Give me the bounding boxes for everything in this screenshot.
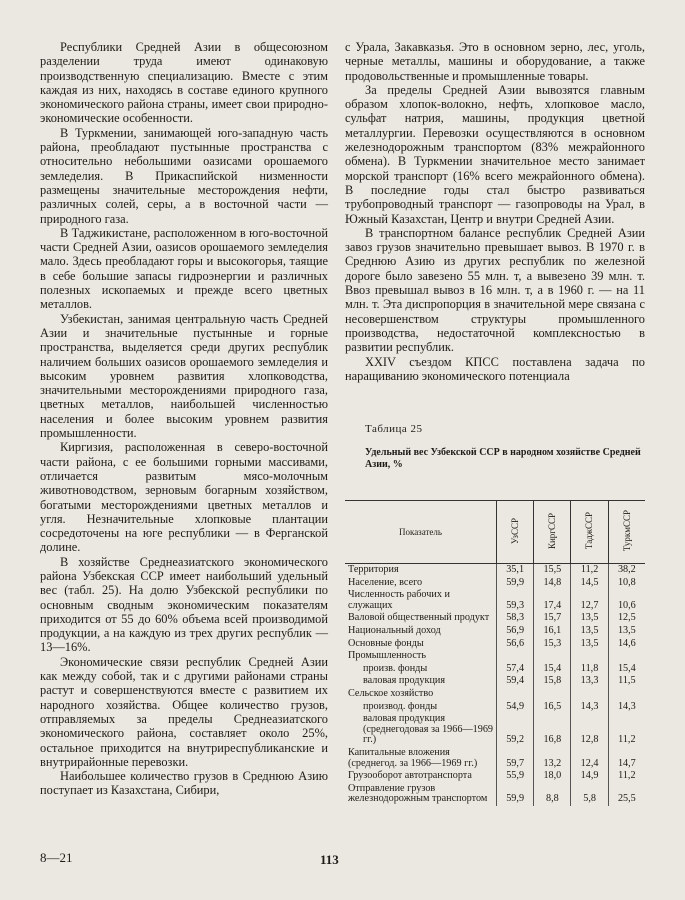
column-header [497, 501, 534, 564]
table-header-row [345, 501, 645, 564]
paragraph: Наибольшее количество грузов в Среднюю Азию поступает из Казахстана, Сибири, [40, 769, 328, 798]
table-cell: 13,5 [571, 612, 608, 625]
table-cell: 16,1 [534, 625, 571, 638]
table-cell [534, 688, 571, 701]
table-cell: 10,6 [617, 599, 636, 611]
table-cell: 15,5 [534, 564, 571, 577]
table-cell: 14,6 [617, 637, 636, 649]
column-header-label: УзССР [509, 517, 520, 544]
row-label: Население, всего [345, 577, 497, 590]
paragraph: Экономические связи республик Средней Азии как между собой, так и с другими районами страны растут и совершенствуются вместе с развитием их народного хозяйства. Общее количество грузов, отправляемых за пределы Среднеазиатского экономического района, составляет около 25%, остальное приходится на внутриреспубликанские и внутрирайонные перевозки. [40, 654, 328, 769]
row-label: Отправление грузов железнодорожным транспортом [345, 783, 497, 806]
paragraph: Узбекистан, занимая центральную часть Средней Азии и значительные пустынные и горные пространства, выделяется среди других республик наличием больших оазисов орошаемого земледелия и высоким уровнем развития хлопководства, значительными месторождениями природного газа, цветных металлов, наибольшей численностью населения и более высоким уровнем развития промышленности. [40, 311, 328, 441]
table-cell: 13,2 [534, 747, 571, 770]
column-header-label: ТуркмССР [621, 510, 632, 552]
printer-signature: 8—21 [40, 850, 73, 865]
table-cell: 17,4 [534, 589, 571, 612]
table-row [345, 663, 645, 676]
table-row [345, 577, 645, 590]
table-cell: 25,5 [617, 793, 636, 805]
table-cell: 58,3 [497, 612, 534, 625]
paragraph: Республики Средней Азии в общесоюзном разделении труда имеют одинаковую производственную специализацию. Вместе с этим каждая из них, находясь в составе единого крупного экономического района страны, имеет свои природно-экономические особенности. [40, 40, 328, 126]
table-cell: 14,5 [571, 577, 608, 590]
table-cell [497, 688, 534, 701]
table-cell: 59,2 [497, 713, 534, 747]
table-cell: 12,4 [571, 747, 608, 770]
paragraph: В хозяйстве Среднеазиатского экономического района Узбекская ССР имеет наибольший удельный вес (табл. 25). На долю Узбекской республики по основным сводным экономическим показателям приходится от 55 до 60% объема всей производимой продукции, а на каждую из трех других республик — 13—16%. [40, 554, 328, 655]
table-row [345, 701, 645, 714]
left-column [40, 40, 328, 798]
table-cell: 14,7 [617, 757, 636, 769]
table-cell: 10,8 [617, 576, 636, 588]
column-header [608, 501, 645, 564]
table-cell: 55,9 [497, 770, 534, 783]
row-label: производ. фонды [345, 701, 497, 714]
table-row [345, 783, 645, 806]
data-table [345, 500, 645, 806]
table-cell: 15,4 [534, 663, 571, 676]
table-cell: 18,0 [534, 770, 571, 783]
table-cell [608, 688, 645, 701]
table-row [345, 625, 645, 638]
table-cell: 16,8 [534, 713, 571, 747]
table-cell: 56,9 [497, 625, 534, 638]
table-cell: 59,9 [497, 783, 534, 806]
paragraph: В транспортном балансе республик Средней Азии завоз грузов значительно превышает вывоз. В 1970 г. в Среднюю Азию из других республик по железной дороге было завезено 55 млн. т, а вывезено 39 млн. т. Ввоз превышал вывоз в 16 млн. т, а в 1960 г. — на 11 млн. т. Эта диспропорция в значительной мере связана с несовершенством структуры промышленного производства, недостаточной комплексностью в развитии республик. [345, 225, 645, 355]
table-caption: Таблица 25 [365, 423, 423, 436]
row-label: Промышленность [345, 650, 497, 663]
table-cell: 13,5 [617, 624, 636, 636]
row-label: Основные фонды [345, 638, 497, 651]
table-cell: 57,4 [497, 663, 534, 676]
row-label: Численность рабочих и служащих [345, 589, 497, 612]
table-cell [497, 650, 534, 663]
table-title: Удельный вес Узбекской ССР в народном хозяйстве Средней Азии, % [365, 447, 641, 471]
paragraph-continuation: с Урала, Закавказья. Это в основном зерно, лес, уголь, черные металлы, машины и оборудование, а также продовольственные и промышленные товары. [345, 40, 645, 83]
table-cell: 14,9 [571, 770, 608, 783]
table-cell: 15,3 [534, 638, 571, 651]
paragraph: За пределы Средней Азии вывозятся главным образом хлопок-волокно, нефть, хлопковое масло, сульфат натрия, машины, продукция цветной металлургии. Перевозки осуществляются в основном железнодорожным транспортом (83% межрайонного обмена). В Туркмении значительное место занимает морской транспорт (16% всего межрайонного обмена). В последние годы стал быстро развиваться трубопроводный транспорт — газопроводы на Урал, в Южный Казахстан, Центр и внутри Средней Азии. [345, 82, 645, 226]
table-row [345, 650, 645, 663]
row-label: Валовой общественный продукт [345, 612, 497, 625]
table-cell: 59,7 [497, 747, 534, 770]
column-header-label: ТаджССР [584, 512, 595, 550]
table-cell: 38,2 [617, 564, 636, 575]
row-label: валовая продукция [345, 675, 497, 688]
table-row [345, 747, 645, 770]
row-label: Территория [345, 564, 497, 577]
table-row [345, 612, 645, 625]
table-cell: 59,3 [497, 589, 534, 612]
table-cell: 14,3 [617, 700, 636, 712]
table-cell: 35,1 [497, 564, 534, 577]
table-row [345, 638, 645, 651]
table-cell: 13,5 [571, 638, 608, 651]
table-cell: 14,8 [534, 577, 571, 590]
right-column [345, 40, 645, 471]
paragraph: Киргизия, расположенная в северо-восточной части района, с ее большими горными массивами, отличается развитым мясо-молочным животноводством, зерновым богарным хозяйством, богатыми месторождениями цветных металлов и угля. Незначительные хлопковые плантации сосредоточены на юге республики — в Ферганской долине. [40, 440, 328, 555]
table-cell: 59,4 [497, 675, 534, 688]
table-cell: 12,5 [617, 612, 636, 624]
table-cell: 8,8 [534, 783, 571, 806]
table-body [345, 564, 645, 806]
row-label: Капитальные вложения (среднегод. за 1966—1969 гг.) [345, 747, 497, 770]
table-cell: 5,8 [571, 783, 608, 806]
table-cell: 12,8 [571, 713, 608, 747]
row-label: Грузооборот автотранспорта [345, 770, 497, 783]
table-row [345, 589, 645, 612]
table-cell: 16,5 [534, 701, 571, 714]
table-row [345, 675, 645, 688]
table-row [345, 688, 645, 701]
column-header-label: КиргССР [547, 512, 558, 549]
table-cell: 11,8 [571, 663, 608, 676]
table-cell: 15,4 [617, 662, 636, 674]
row-label: валовая продукция (среднегодовая за 1966—1969 гг.) [345, 713, 497, 747]
table-cell: 15,8 [534, 675, 571, 688]
table-cell: 56,6 [497, 638, 534, 651]
table-cell: 12,7 [571, 589, 608, 612]
page-number: 113 [320, 852, 339, 867]
table-cell: 11,5 [618, 675, 636, 687]
column-header [571, 501, 608, 564]
row-label: произв. фонды [345, 663, 497, 676]
table-cell: 14,3 [571, 701, 608, 714]
table-row [345, 564, 645, 577]
table-cell: 15,7 [534, 612, 571, 625]
column-header-indicator: Показатель [345, 501, 497, 564]
table-cell [571, 650, 608, 663]
paragraph: В Таджикистане, расположенном в юго-восточной части Средней Азии, оазисов орошаемого земледелия мало. Здесь преобладают горы и высокогорья, таящие в себе большие запасы гидроэнергии и различных полезных ископаемых и прежде всего цветных металлов. [40, 225, 328, 312]
table-row [345, 770, 645, 783]
table-cell: 11,2 [618, 770, 636, 782]
paragraph: В Туркмении, занимающей юго-западную часть района, преобладают пустынные пространства с относительно небольшими оазисами орошаемого земледелия. В Прикаспийской низменности размещены значительные месторождения нефти, различных солей, серы, а в восточной части — природного газа. [40, 125, 328, 226]
table-cell: 59,9 [497, 577, 534, 590]
paragraph: XXIV съездом КПСС поставлена задача по наращиванию экономического потенциала [345, 354, 645, 383]
table-cell: 11,2 [618, 734, 636, 746]
table-cell: 13,5 [571, 625, 608, 638]
table-cell [534, 650, 571, 663]
table-cell [571, 688, 608, 701]
row-label: Национальный доход [345, 625, 497, 638]
table-row [345, 713, 645, 747]
table-cell: 13,3 [571, 675, 608, 688]
table-cell [608, 650, 645, 663]
column-header [534, 501, 571, 564]
table-cell: 11,2 [571, 564, 608, 577]
row-label: Сельское хозяйство [345, 688, 497, 701]
table-cell: 54,9 [497, 701, 534, 714]
